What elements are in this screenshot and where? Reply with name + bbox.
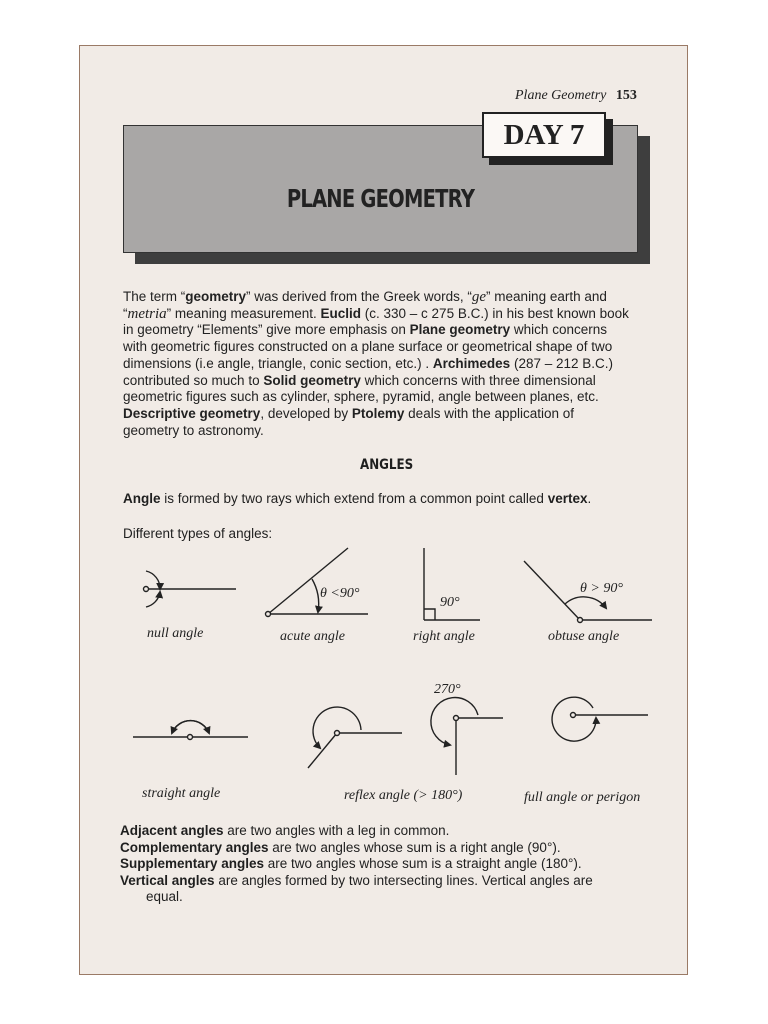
- full-angle-figure: [552, 697, 648, 741]
- term-vertex: vertex: [547, 491, 588, 506]
- label-reflex-angle: reflex angle (> 180°): [344, 788, 463, 803]
- term-supplementary: Supplementary angles: [120, 856, 265, 871]
- day-label: DAY 7: [482, 112, 606, 158]
- intro-text: deals with the application of geometry to astronomy.: [123, 405, 575, 438]
- term-plane-geometry: Plane geometry: [409, 322, 511, 338]
- intro-text: The term “: [123, 289, 186, 304]
- definition-text: are two angles with a leg in common.: [223, 823, 450, 838]
- measure-right: 90°: [440, 595, 460, 610]
- label-full-angle: full angle or perigon: [524, 790, 641, 805]
- term-euclid: Euclid: [320, 305, 362, 321]
- term-vertical: Vertical angles: [120, 872, 215, 888]
- types-label: Different types of angles:: [123, 526, 273, 541]
- definition-vertical: [120, 873, 630, 890]
- definition-vertical-cont: equal.: [146, 889, 183, 904]
- definition-text: .: [587, 491, 592, 506]
- intro-text: ” meaning earth and “: [123, 289, 607, 321]
- section-title: Plane Geometry: [515, 88, 607, 103]
- definition-text: are angles formed by two intersecting lines. Vertical angles are: [214, 872, 593, 888]
- definition-supplementary: [120, 856, 630, 873]
- null-angle-figure: [144, 571, 237, 607]
- label-straight-angle: straight angle: [142, 786, 221, 801]
- definition-text: are two angles whose sum is a right angle (90°).: [268, 839, 561, 855]
- label-null-angle: null angle: [147, 626, 204, 641]
- term-geometry: geometry: [185, 289, 247, 304]
- reflex-270-figure: [431, 698, 503, 775]
- measure-reflex: 270°: [434, 682, 461, 697]
- term-descriptive-geometry: Descriptive geometry: [123, 405, 261, 421]
- label-right-angle: right angle: [413, 629, 475, 644]
- reflex-angle-figure: [308, 707, 402, 768]
- intro-text: (287 – 212 B.C.) contributed so much to: [123, 355, 614, 388]
- intro-text: which concerns with three dimensional geometric figures such as cylinder, sphere, pyramid, angle between planes, etc.: [123, 372, 599, 405]
- term-adjacent: Adjacent angles: [120, 823, 224, 838]
- definition-adjacent: [120, 823, 630, 840]
- definitions-list: [120, 823, 630, 906]
- definition-complementary: [120, 840, 630, 857]
- definition-text: is formed by two rays which extend from a common point called: [160, 491, 548, 506]
- acute-angle-figure: [266, 548, 369, 617]
- label-acute-angle: acute angle: [280, 629, 345, 644]
- page-number: 153: [615, 88, 637, 103]
- measure-obtuse: θ > 90°: [580, 581, 623, 596]
- intro-text: , developed by: [260, 405, 352, 421]
- term-angle: Angle: [123, 491, 161, 506]
- straight-angle-figure: [133, 721, 248, 740]
- intro-text: which concerns with geometric figures constructed on a plane surface or geometrical shape of two dimensions (i.e angle, triangle, conic section, etc.) .: [123, 322, 613, 371]
- chapter-title: PLANE GEOMETRY: [286, 184, 475, 213]
- definition-text: are two angles whose sum is a straight angle (180°).: [264, 856, 582, 871]
- angles-heading: ANGLES: [360, 457, 414, 473]
- term-ptolemy: Ptolemy: [351, 405, 405, 421]
- intro-text: ” meaning measurement.: [166, 305, 321, 321]
- term-archimedes: Archimedes: [432, 355, 511, 371]
- intro-text: (c. 330 – c 275 B.C.) in his best known book in geometry “Elements” give more emphasis on: [123, 305, 629, 338]
- intro-text: ” was derived from the Greek words, “: [246, 289, 472, 304]
- term-complementary: Complementary angles: [120, 839, 269, 855]
- label-obtuse-angle: obtuse angle: [548, 629, 620, 644]
- term-ge: ge: [471, 289, 487, 305]
- measure-acute: θ <90°: [320, 586, 360, 601]
- term-solid-geometry: Solid geometry: [263, 372, 361, 388]
- term-metria: metria: [127, 305, 167, 322]
